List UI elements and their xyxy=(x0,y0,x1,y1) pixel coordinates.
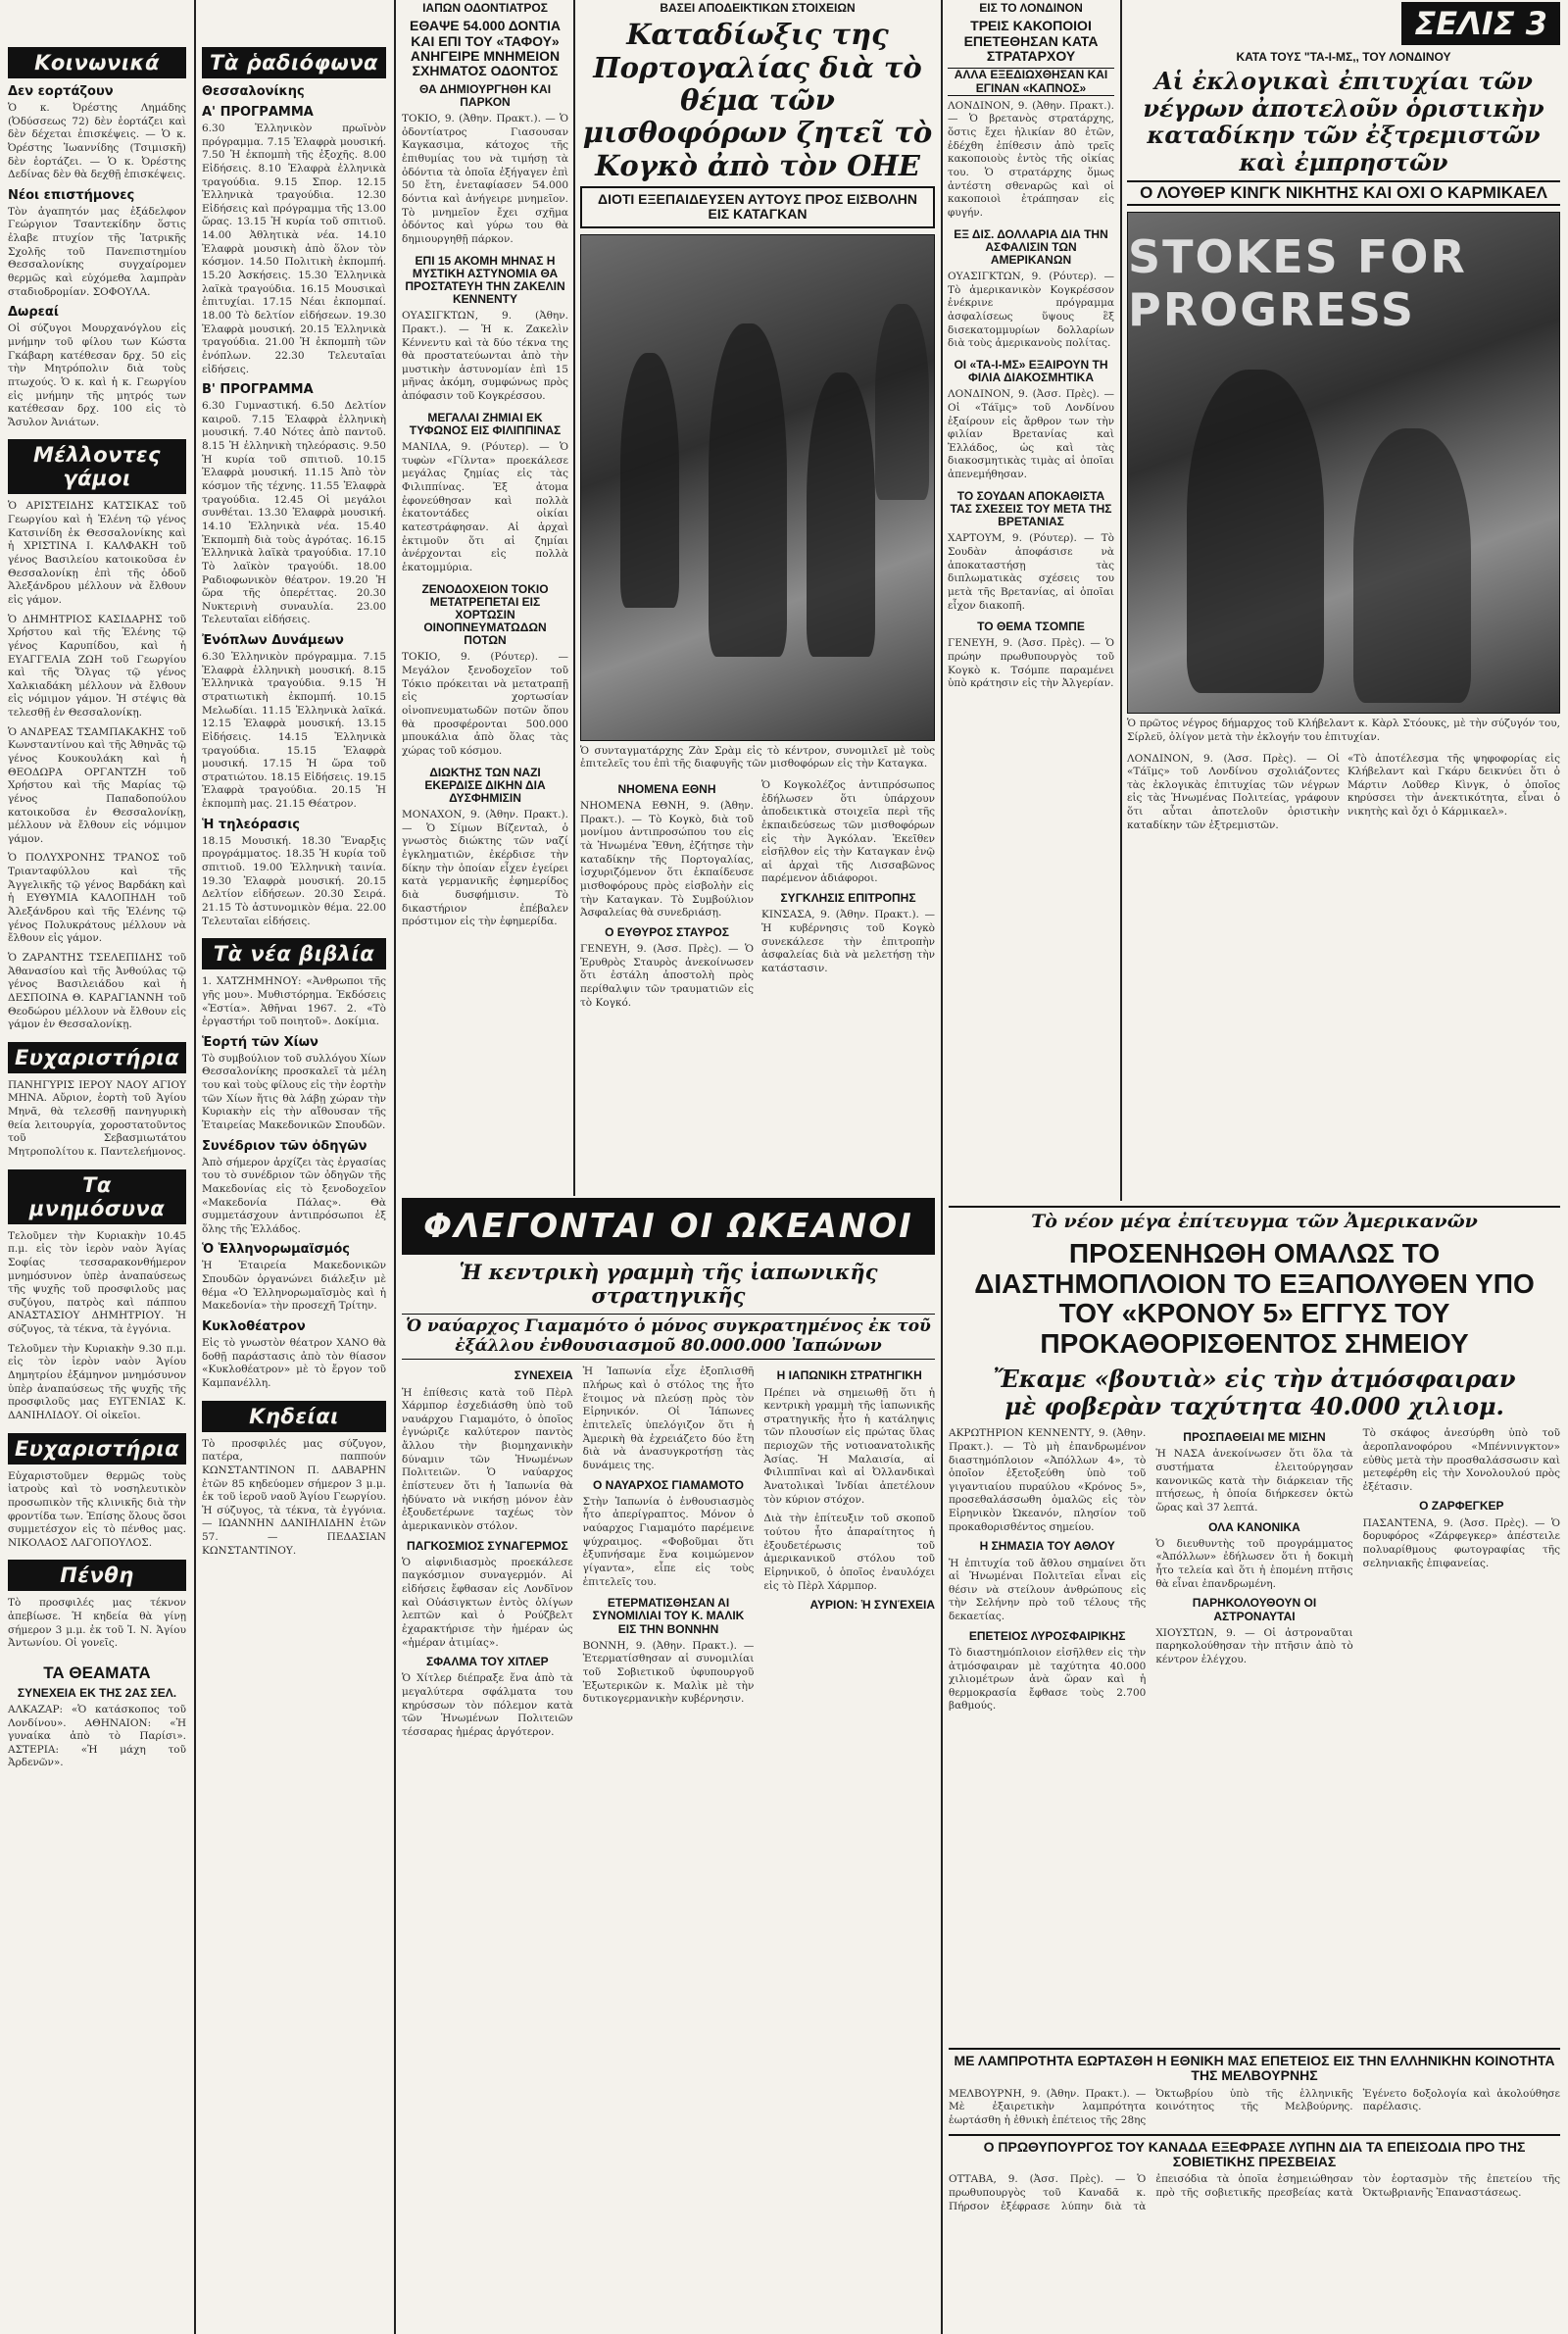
column-rule xyxy=(941,0,943,2334)
body-text: ΝΗΟΜΕΝΑ ΕΘΝΗ, 9. (Ἀθην. Πρακτ.). — Τὸ Κογκὸ, διὰ τοῦ μονίμου ἀντιπροσώπου του εἰς τὰ Ἡνωμένα Ἔθνη, ἐζήτησε τὴν καταδίκην τῆς Πορτογαλίας, ἰσχυριζόμενον ὅτι ἐκπαίδευσε μισθοφόρους πρὸς εἰσβολὴν εἰς τὴν Καταγκαν. Τὸ Συμβούλιον Ἀσφαλείας θὰ συνεδριάσῃ. xyxy=(580,800,754,919)
congo-article xyxy=(580,0,935,1016)
space-deck2: μὲ φοβερὰν ταχύτητα 40.000 χιλιομ. xyxy=(1004,1391,1504,1420)
body-text: Ὁ ΑΝΔΡΕΑΣ ΤΣΑΜΠΑΚΑΚΗΣ τοῦ Κωνσταντίνου καὶ τῆς Ἀθηνᾶς τῷ γένος Κουκουλάκη καὶ ἡ ΘΕΟΔΩΡΑ ΟΡΓΑΝΤΖΗ τοῦ Χρήστου καὶ τῆς Μαρίας τῷ γένος Παπαδοπούλου κατοικοῦσα ἐν Θεσσαλονίκῃ, μέλλουν νὰ ἔλθουν εἰς νόμιμον γάμον. xyxy=(8,725,186,845)
theamata-heading: ΤΑ ΘΕΑΜΑΤΑ xyxy=(43,1664,151,1683)
body-text: Ἀπὸ σήμερον ἀρχίζει τὰς ἐργασίας του τὸ συνέδριον τῶν ὁδηγῶν τῆς Μακεδονίας εἰς τὸ ξενοδοχεῖον «Μακεδονία Πάλας». Θὰ συμμετάσχουν ἀντιπρόσωποι ἐξ ὅλης τῆς Ἑλλάδος. xyxy=(202,1156,386,1235)
space-kicker: Τὸ νέον μέγα ἐπίτευγμα τῶν Ἀμερικανῶν xyxy=(949,1206,1560,1233)
body-text: Ὁ ΠΟΛΥΧΡΟΝΗΣ ΤΡΑΝΟΣ τοῦ Τριανταφύλλου καὶ τῆς Ἀγγελικῆς τῷ γένος Βαρδάκη καὶ ἡ ΕΥΘΥΜΙΑ ΚΑΛΟΠΗΔΗ τοῦ Ἀλεξάνδρου καὶ τῆς Ἑλένης τῷ γένος Πολυκράτους μέλλουν νὰ ἔλθουν εἰς γάμον. xyxy=(8,852,186,945)
body-text: ΛΟΝΔΙΝΟΝ, 9. (Ἀσσ. Πρὲς). — Οἱ «Τάϊμς» τοῦ Λονδίνου ἐξαίρουν εἰς ἄρθρον των τὴν φιλίαν Βρετανίας καὶ Ἑλλάδος, ὡς καὶ τὰς διακοσμητικὰς τιμὰς αἱ ὁποῖαι ἀπενεμήθησαν. xyxy=(948,388,1114,481)
oceans-banner: ΦΛΕΓΟΝΤΑΙ ΟΙ ΩΚΕΑΝΟΙ xyxy=(402,1198,935,1255)
congo-headline: Καταδίωξις της Πορτογαλίας διὰ τὸ θέμα τῶν μισθοφόρων ζητεῖ τὸ Κογκὸ ἀπὸ τὸν ΟΗΕ xyxy=(582,18,933,182)
congo-sub-a: ΝΗΟΜΕΝΑ ΕΘΝΗ xyxy=(617,781,716,796)
oceans-sub: Ὁ ναύαρχος Γιαμαμότο ὁ μόνος συγκρατημένος ἐκ τοῦ ἐξάλλου ἐνθουσιασμοῦ 80.000.000 Ἰαπώνων xyxy=(402,1314,935,1360)
body-text: Ἡ Ἑταιρεία Μακεδονικῶν Σπουδῶν ὀργανώνει διάλεξιν μὲ θέμα «Ὁ Ἑλληνορωμαϊσμὸς καὶ ἡ Μακεδονία» τὴν προσεχῆ Τρίτην. xyxy=(202,1260,386,1313)
body-text: Ἡ ἐπίθεσις κατὰ τοῦ Πὲρλ Χάρμπορ ἐσχεδιάσθη ὑπὸ τοῦ ναυάρχου Γιαμαμότο, ὁ ὁποῖος ἐγνώριζε καλύτερον παντὸς ἄλλου τὴν βιομηχανικὴν δύναμιν τῶν Ἡνωμένων Πολιτειῶν. Ὁ ναύαρχος ἐπίστευεν ὅτι ἡ Ἰαπωνία θὰ ἠδύνατο νὰ νικήσῃ μόνον ἐὰν ἐξουδετέρωνε ταχέως τὸν ἀμερικανικὸν στόλον. xyxy=(402,1386,573,1532)
radio-column xyxy=(202,0,386,1564)
body-text: ΜΑΝΙΛΑ, 9. (Ρόυτερ). — Ὁ τυφὼν «Γίλντα» προεκάλεσε μεγάλας ζημίας εἰς τὰς Φιλιππίνας. Ἐξ ἀτομα ἐφονεύθησαν καὶ πολλὰ ἑκατοντάδες οἰκίαι κατεστράφησαν. Αἱ ἀρχαὶ ἐκτιμοῦν ὅτι αἱ ζημίαι ἀνέρχονται εἰς πολλὰ ἑκατομμύρια. xyxy=(402,441,568,573)
body-text: ΑΚΡΩΤΗΡΙΟΝ ΚΕΝΝΕΝΤΥ, 9. (Ἀθην. Πρακτ.). — Τὸ μὴ ἐπανδρωμένον διαστημόπλοιον «Ἀπόλλων 4», τὸ ὁποῖον ἐξετοξεύθη ὑπὸ τοῦ γιγαντιαίου πυραύλου «Κρόνος 5», προσεθαλάσσωθη ὁμαλῶς εἰς τὸν Εἰρηνικὸν Ὠκεανόν, πλησίον τοῦ προκαθορισθέντος σημείου. xyxy=(949,1427,1147,1533)
space-sub1: Η ΣΗΜΑΣΙΑ ΤΟΥ ΑΘΛΟΥ xyxy=(979,1539,1115,1554)
oceans-col xyxy=(402,1366,573,1745)
body-text: Ὁ κ. Ὀρέστης Λημάδης (Ὀδύσσεως 72) δὲν ἑορτάζει καὶ δὲν δέχεται ἐπισκέψεις. — Ὁ κ. Ὀρέστης Ἰωαννίδης (Τσιμισκῆ) δὲν ἑορτάζει. — Ὁ κ. Ὀρέστης Δεδίνας δὲν θὰ δεχθῇ ἐπισκέψεις. xyxy=(8,102,186,181)
oceans-h-panic: ΠΑΓΚΟΣΜΙΟΣ ΣΥΝΑΓΕΡΜΟΣ xyxy=(406,1538,568,1553)
column-rule xyxy=(194,0,196,2334)
body-text: ΤΟΚΙΟ, 9. (Ρόυτερ). — Μεγάλον ξενοδοχεῖον τοῦ Τόκιο πρόκειται νὰ μετατραπῇ εἰς χορτωσίαν οἰνοπνευματωδῶν ποτῶν ὅπου θὰ προσφέρονται 500.000 μπουκάλια ἀπὸ ὅλας τὰς χώρας τοῦ κόσμου. xyxy=(402,651,568,757)
dentist-kicker: ΙΑΠΩΝ ΟΔΟΝΤΙΑΤΡΟΣ xyxy=(422,1,548,15)
melbourne-canada xyxy=(949,2044,1560,2219)
london-h2: ΕΞ ΔΙΣ. ΔΟΛΛΑΡΙΑ ΔΙΑ ΤΗΝ ΑΣΦΑΛΙΣΙΝ ΤΩΝ ΑΜΕΡΙΚΑΝΩΝ xyxy=(954,226,1108,267)
oceans-columns xyxy=(402,1366,935,1745)
space-col xyxy=(1155,1427,1352,1719)
doreai-head: Δωρεαί xyxy=(8,305,59,321)
space-sub2: ΕΠΕΤΕΙΟΣ ΛΥΡΟΣΦΑΙΡΙΚΗΣ xyxy=(968,1628,1126,1643)
oceans-tomorrow: ΑΥΡΙΟΝ: Ἡ ΣΥΝΈΧΕΙΑ xyxy=(809,1598,936,1613)
prog-b-head: Β' ΠΡΟΓΡΑΜΜΑ xyxy=(202,382,314,398)
body-text: ΟΤΤΑΒΑ, 9. (Ἀσσ. Πρὲς). — Ὁ πρωθυπουργὸς τοῦ Καναδᾶ κ. Πήρσον ἐξέφρασε λύπην διὰ τὰ ἐπεισόδια τὰ ὁποῖα ἐσημειώθησαν πρὸ τῆς σοβιετικῆς πρεσβείας κατὰ τὸν ἑορτασμὸν τῆς ἐπετείου τῆς Ὀκτωβριανῆς Ἐπαναστάσεως. xyxy=(949,2173,1560,2212)
dentist-column xyxy=(402,0,568,935)
body-text: 18.15 Μουσική. 18.30 Ἔναρξις προγράμματος. 18.35 Ἡ κυρία τοῦ σπιτιοῦ. 19.00 Ἑλληνικὴ ταινία. 19.30 Ἐλαφρὰ μουσική. 20.15 Δελτίον εἰδήσεων. 20.30 Σειρά. 21.15 Τὸ ἀστυνομικὸν θέμα. 22.00 Τελευταῖαι εἰδήσεις. xyxy=(202,834,386,927)
cleveland-kicker: ΚΑΤΑ ΤΟΥΣ "ΤΑ-Ι-ΜΣ,, ΤΟΥ ΛΟΝΔΙΝΟΥ xyxy=(1236,50,1451,64)
body-text: Τελοῦμεν τὴν Κυριακὴν 10.45 π.μ. εἰς τὸν ἱερὸν ναὸν Ἁγίας Σοφίας τεσσαρακονθήμερον μνημόσυνον ὑπὲρ ἀναπαύσεως τῆς ψυχῆς τοῦ προσφιλοῦς μας συζύγου, πατρὸς καὶ πάππου ΑΝΑΣΤΑΣΙΟΥ ΔΗΜΗΤΡΙΟΥ. Ἡ σύζυγος, τὰ τέκνα, τὰ ἐγγόνια. xyxy=(8,1229,186,1336)
body-text: Ἡ ἐπιτυχία τοῦ ἄθλου σημαίνει ὅτι αἱ Ἡνωμέναι Πολιτεῖαι εἶναι εἰς θέσιν νὰ στείλουν ἀνθρώπους εἰς τὴν Σελήνην πρὸ τοῦ τέλους τῆς δεκαετίας. xyxy=(949,1557,1147,1623)
london-sub: ΑΛΛΑ ΕΞΕΔΙΩΧΘΗΣΑΝ ΚΑΙ ΕΓΙΝΑΝ «ΚΑΠΝΟΣ» xyxy=(948,68,1114,95)
social-column xyxy=(8,0,186,1776)
eyxaristiria-banner: Ευχαριστήρια xyxy=(8,1042,186,1073)
dentist-h2: ΕΠΙ 15 ΑΚΟΜΗ ΜΗΝΑΣ Η ΜΥΣΤΙΚΗ ΑΣΤΥΝΟΜΙΑ ΘΑ ΠΡΟΣΤΑΤΕΥΗ ΤΗΝ ΖΑΚΕΛΙΝ ΚΕΝΝΕΝΤΥ xyxy=(405,253,565,307)
radio-subhead: Θεσσαλονίκης xyxy=(202,84,305,99)
elliniki-head: Ὁ Ἑλληνορωμαϊσμός xyxy=(202,1242,350,1258)
koinonika-subhead: Δεν εορτάζουν xyxy=(8,84,114,99)
body-text: ΟΥΑΣΙΓΚΤΩΝ, 9. (Ρόυτερ). — Τὸ ἀμερικανικὸν Κογκρέσσον ἐνέκρινε πρόγραμμα ἀσφαλίσεως ὕψους ἓξ δισεκατομμυρίων δολλαρίων διὰ τοὺς ἀμερικανοὺς πολίτας. xyxy=(948,271,1114,350)
penthi-banner: Πένθη xyxy=(8,1560,186,1591)
dentist-h3: ΜΕΓΑΛΑΙ ΖΗΜΙΑΙ ΕΚ ΤΥΦΩΝΟΣ ΕΙΣ ΦΙΛΙΠΠΙΝΑΣ xyxy=(409,410,562,437)
prog-a-head: Α' ΠΡΟΓΡΑΜΜΑ xyxy=(202,105,314,120)
neoi-epistimones-head: Νέοι επιστήμονες xyxy=(8,187,135,203)
congo-kicker: ΒΑΣΕΙ ΑΠΟΔΕΙΚΤΙΚΩΝ ΣΤΟΙΧΕΙΩΝ xyxy=(660,1,856,15)
space-headline: ΠΡΟΣΕΝΗΩΘΗ ΟΜΑΛΩΣ ΤΟ ΔΙΑΣΤΗΜΟΠΛΟΙΟΝ ΤΟ ΕΞΑΠΟΛΥΘΕΝ ΥΠΟ ΤΟΥ «ΚΡΟΝΟΥ 5» ΕΓΓΥΣ ΤΟΥ ΠΡΟΚΑΘΟΡΙΣΘΕΝΤΟΣ ΣΗΜΕΙΟΥ xyxy=(974,1237,1535,1360)
body-text: ΟΥΑΣΙΓΚΤΩΝ, 9. (Ἀθην. Πρακτ.). — Ἡ κ. Ζακελὶν Κέννεντυ καὶ τὰ δύο τέκνα της θὰ προστατεύωνται ἀπὸ τὴν μυστικὴν ἀστυνομίαν ἐπὶ 15 μῆνας ἀκόμη, συμφώνως πρὸς ἀπόφασιν τοῦ Κογκρέσσου. xyxy=(402,310,568,403)
space-col xyxy=(1363,1427,1560,1719)
london-column xyxy=(948,0,1114,697)
cleveland-caption: Ὁ πρῶτος νέγρος δήμαρχος τοῦ Κλήβελαντ κ. Κὰρλ Στόουκς, μὲ τὴν σύζυγόν του, Σίρλεϋ, ὀλίγον μετὰ τὴν ἐκλογήν του ἐπιτυχίαν. xyxy=(1127,718,1560,743)
campaign-sign: STOKES FOR PROGRESS xyxy=(1128,230,1467,337)
oceans-continue: ΣΥΝΕΧΕΙΑ xyxy=(514,1368,573,1383)
london-headline: ΤΡΕΙΣ ΚΑΚΟΠΟΙΟΙ ΕΠΕΤΕΘΗΣΑΝ ΚΑΤΑ ΣΤΡΑΤΑΡΧΟΥ xyxy=(963,18,1099,64)
space-article xyxy=(949,1206,1560,1719)
oceans-col xyxy=(763,1366,935,1745)
congo-sub-c: ΣΥΓΚΛΗΣΙΣ ΕΠΙΤΡΟΠΗΣ xyxy=(780,891,916,906)
dentist-headline: ΕΘΑΨΕ 54.000 ΔΟΝΤΙΑ ΚΑΙ ΕΠΙ ΤΟΥ «ΤΑΦΟΥ» ΑΝΗΓΕΙΡΕ ΜΝΗΜΕΙΟΝ ΣΧΗΜΑΤΟΣ ΟΔΟΝΤΟΣ xyxy=(410,18,561,79)
body-text: ΜΕΛΒΟΥΡΝΗ, 9. (Ἀθην. Πρακτ.). — Μὲ ἐξαιρετικὴν λαμπρότητα ἑωρτάσθη ἡ ἐθνικὴ ἐπέτειος τῆς 28ης Ὀκτωβρίου ὑπὸ τῆς ἑλληνικῆς κοινότητος τῆς Μελβούρνης. Ἐγένετο δοξολογία καὶ ἀκολούθησε παρέλασις. xyxy=(949,2087,1560,2127)
congo-caption: Ὁ συνταγματάρχης Ζὰν Σρὰμ εἰς τὸ κέντρον, συνομιλεῖ μὲ τοὺς ἐπιτελεῖς του ἐπὶ τῆς διαφυγῆς τῶν μισθοφόρων εἰς τὴν Καταγκα. xyxy=(580,744,935,770)
body-text: «Τὸ ἀποτέλεσμα τῆς ψηφοφορίας εἰς Κλήβελαντ καὶ Γκάρυ δεικνύει ὅτι ὁ Μάρτιν Λοῦθερ Κὶνγκ, ὁ ὁποῖος κηρύσσει τὴν ἀνεκτικότητα, εἶναι ὁ νικητὴς καὶ ὄχι ὁ Κάρμικαελ». xyxy=(1348,752,1560,819)
body-text: ΠΑΣΑΝΤΕΝΑ, 9. (Ἀσσ. Πρὲς). — Ὁ δορυφόρος «Ζάρφεγκερ» ἀπέστειλε πολυαρίθμους φωτογραφίας τῆς σεληνιακῆς ἐπιφανείας. xyxy=(1362,1516,1560,1569)
body-text: Τὸ διαστημόπλοιον εἰσῆλθεν εἰς τὴν ἀτμόσφαιραν μὲ ταχύτητα 40.000 χιλιομέτρων ἀνὰ ὥραν καὶ ἡ θερμοκρασία ἔφθασε τοὺς 2.700 βαθμούς. xyxy=(949,1646,1147,1713)
melbourne-headline: ΜΕ ΛΑΜΠΡΟΤΗΤΑ ΕΩΡΤΑΣΘΗ Η ΕΘΝΙΚΗ ΜΑΣ ΕΠΕΤΕΙΟΣ ΕΙΣ ΤΗΝ ΕΛΛΗΝΙΚΗΝ ΚΟΙΝΟΤΗΤΑ ΤΗΣ ΜΕΛΒΟΥΡΝΗΣ xyxy=(949,2048,1560,2084)
body-text: Οἱ σύζυγοι Μουρχανόγλου εἰς μνήμην τοῦ φίλου των Κώστα Γκάβαρη κατέθεσαν δρχ. 50 εἰς τὴν Μητρόπολιν διὰ τοὺς πτωχούς. Ὁ κ. καὶ ἡ κ. Γεωργίου εἰς μνήμην τῆς μητρός των κατέθεσαν δρχ. 100 εἰς τὸ Ἄσυλον Ἀνιάτων. xyxy=(8,323,186,428)
body-text: 6.30 Γυμναστική. 6.50 Δελτίον καιροῦ. 7.15 Ἐλαφρὰ ἑλληνικὴ μουσική. 7.40 Νότες ἀπὸ παντοῦ. 8.15 Ἡ ἑλληνικὴ τηλεόρασις. 9.50 Ἡ κυρία τοῦ σπιτιοῦ. 10.15 Ἐλαφρὰ μουσική. 11.15 Ἀπὸ τὸν κόσμον τῆς τέχνης. 11.55 Ἐλαφρὰ τραγούδια. 12.45 Οἱ μεγάλοι συνθέται. 13.30 Ἐλαφρὰ μουσική. 14.10 Ἑλληνικὰ νέα. 15.40 Ἐκπομπὴ διὰ τοὺς ἀγρότας. 16.15 Ἑλληνικὰ λαϊκὰ τραγούδια. 17.10 Τὸ λαϊκὸν τραγούδι. 18.00 Ραδιοφωνικὸν θέατρον. 19.20 Ἡ ὥρα τῆς ὀπερέττας. 20.30 Νυκτερινὴ συναυλία. 23.00 Τελευταῖαι εἰδήσεις. xyxy=(202,400,386,626)
body-text: ΤΟΚΙΟ, 9. (Ἀθην. Πρακτ.). — Ὁ ὀδοντίατρος Γιασουσαν Καγκασιμα, κάτοχος τῆς ἐπιθυμίας του νὰ τιμήσῃ τὰ ὀδόντια τὰ ὁποῖα ἐξήγαγεν ἐπὶ 50 ἔτη, ἐνεταφίασεν 54.000 δόντια καὶ ἀνήγειρε μνημεῖον. Τὸ μνημεῖον ἔχει σχῆμα ὀδόντος καὶ γύρω του θὰ δημιουργηθῇ πάρκον. xyxy=(402,113,568,245)
body-text: 1. ΧΑΤΖΗΜΗΝΟΥ: «Ἀνθρωποι τῆς γῆς μου». Μυθιστόρημα. Ἐκδόσεις «Ἑστία». Ἀθῆναι 1967. 2. «Τὸ ἐργαστήρι τοῦ ποιητοῦ». Δοκίμια. xyxy=(202,975,386,1028)
body-text: Ὁ ΑΡΙΣΤΕΙΔΗΣ ΚΑΤΣΙΚΑΣ τοῦ Γεωργίου καὶ ἡ Ἑλένη τῷ γένος Κατσινίδη ἐκ Θεσσαλονίκης καὶ ἡ ΧΡΙΣΤΙΝΑ Ι. ΚΑΛΦΑΚΗ τοῦ γένος Βασιλείου κατοικοῦσα ἐν Θεσσαλονίκῃ ἐπὶ τῆς ὁδοῦ Ἀλεξάνδρου μέλλουν νὰ ἔλθουν εἰς γάμον. xyxy=(8,500,186,606)
london-h5: ΤΟ ΘΕΜΑ ΤΣΟΜΠΕ xyxy=(977,620,1085,634)
congo-photo xyxy=(580,234,935,741)
dentist-h5: ΔΙΩΚΤΗΣ ΤΩΝ ΝΑΖΙ ΕΚΕΡΔΙΣΕ ΔΙΚΗΝ ΔΙΑ ΔΥΣΦΗΜΙΣΙΝ xyxy=(424,765,546,805)
body-text: Στὴν Ἰαπωνία ὁ ἐνθουσιασμὸς ἦτο ἀπερίγραπτος. Μόνον ὁ ναύαρχος Γιαμαμότο παρέμεινε ψύχραιμος. «Φοβοῦμαι ὅτι ἐξυπνήσαμε ἕνα κοιμώμενον γίγαντα», εἶπε εἰς τοὺς ἐπιτελεῖς του. xyxy=(582,1495,755,1588)
body-text: Τὸ συμβούλιον τοῦ συλλόγου Χίων Θεσσαλονίκης προσκαλεῖ τὰ μέλη του καὶ τοὺς φίλους εἰς τὴν ἑορτὴν τῶν Χίων ἥτις θὰ λάβῃ χώραν τὴν Κυριακὴν εἰς τὴν αἴθουσαν τῆς Ἑταιρείας Μακεδονικῶν Σπουδῶν. xyxy=(202,1052,386,1131)
body-text: Εὐχαριστοῦμεν θερμῶς τοὺς ἰατροὺς καὶ τὸ νοσηλευτικὸν προσωπικὸν τῆς κλινικῆς διὰ τὴν φροντίδα των. Ἐπίσης ὅλους ὅσοι συμμετέσχον εἰς τὸ πένθος μας. ΝΙΚΟΛΑΟΣ ΛΑΓΟΠΟΥΛΟΣ. xyxy=(8,1469,186,1549)
dentist-sub: ΘΑ ΔΗΜΙΟΥΡΓΗΘΗ ΚΑΙ ΠΑΡΚΟΝ xyxy=(418,81,552,109)
body-text: ΛΟΝΔΙΝΟΝ, 9. (Ἀθην. Πρακτ.). — Ὁ βρετανὸς στρατάρχης, ὅστις ἔχει ἡλικίαν 80 ἐτῶν, ἐδέχθη ἐπίθεσιν ἀπὸ τρεῖς κακοποιοὺς ἐντὸς τῆς οἰκίας του. Ὁ στρατάρχης ὅμως ἀντέστη σθεναρῶς καὶ οἱ κακοποιοὶ ἐτράπησαν εἰς φυγήν. xyxy=(948,99,1114,219)
body-text: Ὁ Κογκολέζος ἀντιπρόσωπος ἐδήλωσεν ὅτι ὑπάρχουν ἀποδεικτικὰ στοιχεῖα περὶ τῆς ἐκπαιδεύσεως τῶν μισθοφόρων εἰς τὴν Ἀγκόλαν. Ἐκεῖθεν εἰσῆλθον εἰς τὴν Καταγκαν ἐνῷ αἱ ἀρχαὶ τῆς Λισσαβῶνος παρέμενον ἀδιάφοροι. xyxy=(761,778,935,885)
cleveland-deck: Ο ΛΟΥΘΕΡ ΚΙΝΓΚ ΝΙΚΗΤΗΣ ΚΑΙ ΟΧΙ Ο ΚΑΡΜΙΚΑΕΛ xyxy=(1127,180,1560,207)
body-text: Ὁ ΔΗΜΗΤΡΙΟΣ ΚΑΣΙΔΑΡΗΣ τοῦ Χρήστου καὶ τῆς Ἑλένης τῷ γένος Καρυπίδου, καὶ ἡ ΕΥΑΓΓΕΛΙΑ ΖΩΗ τοῦ Γεωργίου καὶ τῆς Ὄλγας τῷ γένος Χαλκιαδάκη μέλλουν νὰ ἔλθουν εἰς νόμιμον γάμον. Ἡ στέψις θὰ τελεσθῇ ἐν Θεσσαλονίκῃ. xyxy=(8,613,186,720)
body-text: Ὁ διευθυντὴς τοῦ προγράμματος «Ἀπόλλων» ἐδήλωσεν ὅτι ἡ δοκιμὴ ἦτο τελεία καὶ ὅτι ἡ ἑπομένη πτῆσις θὰ εἶναι ἐπανδρωμένη. xyxy=(1155,1537,1353,1590)
theamata-subhead: ΣΥΝΕΧΕΙΑ ΕΚ ΤΗΣ 2ΑΣ ΣΕΛ. xyxy=(17,1685,177,1700)
column-rule xyxy=(1120,0,1122,1201)
column-rule xyxy=(394,0,396,2334)
oceans-h-bonn: ΕΤΕΡΜΑΤΙΣΘΗΣΑΝ ΑΙ ΣΥΝΟΜΙΛΙΑΙ ΤΟΥ Κ. ΜΑΛΙΚ ΕΙΣ ΤΗΝ ΒΟΝΝΗΝ xyxy=(592,1596,745,1636)
space-sub3: ΠΡΟΣΠΑΘΕΙΑΙ ΜΕ ΜΙΣΗΝ xyxy=(1183,1430,1326,1445)
space-col xyxy=(949,1427,1146,1719)
congo-deck: ΔΙΟΤΙ ΕΞΕΠΑΙΔΕΥΣΕΝ ΑΥΤΟΥΣ ΠΡΟΣ ΕΙΣΒΟΛΗΝ ΕΙΣ ΚΑΤΑΓΚΑΝ xyxy=(580,186,935,228)
congo-col xyxy=(761,779,935,1016)
congo-columns xyxy=(580,779,935,1016)
page-number-wrap xyxy=(1127,2,1560,45)
body-text: ΚΙΝΣΑΣΑ, 9. (Ἀθην. Πρακτ.). — Ἡ κυβέρνησις τοῦ Κογκὸ συνεκάλεσε τὴν ἐπιτροπὴν ἀσφαλείας διὰ νὰ μελετήσῃ τὴν κατάστασιν. xyxy=(761,909,935,974)
mnimosyna-banner: Τα μνημόσυνα xyxy=(8,1169,186,1224)
kideies-banner: Κηδείαι xyxy=(202,1401,386,1432)
oceans-col xyxy=(583,1366,755,1745)
body-text: Ὁ αἰφνιδιασμὸς προεκάλεσε παγκόσμιον συναγερμόν. Αἱ εἰδήσεις ἔφθασαν εἰς Λονδῖνον καὶ Οὐάσιγκτων ἐντὸς ὀλίγων λεπτῶν καὶ ὁ Ρούζβελτ ἐχαρακτήρισε τὴν ἡμέραν ὡς «ἡμέραν ἀτιμίας». xyxy=(402,1556,573,1649)
body-text: 6.30 Ἑλληνικὸν πρόγραμμα. 7.15 Ἐλαφρὰ ἑλληνικὴ μουσική. 8.15 Ἐλληνικὰ τραγούδια. 9.15 Ἡ στρατιωτικὴ ἐκπομπή. 10.15 Μελωδίαι. 11.15 Ἑλληνικὰ λαϊκά. 12.15 Ἐλαφρὰ μουσική. 13.15 Εἰδήσεις. 14.15 Ἑλληνικὰ τραγούδια. 15.15 Ἐλαφρὰ μουσική. 17.15 Ἡ ὥρα τοῦ στρατιώτου. 18.15 Εἰδήσεις. 19.15 Ἐλαφρὰ τραγούδια. 20.15 Ἡ ἐκπομπὴ μας. 21.15 Θέατρον. xyxy=(202,651,386,811)
cleveland-photo xyxy=(1127,212,1560,714)
enoplon-head: Ἐνόπλων Δυνάμεων xyxy=(202,633,344,649)
congo-col xyxy=(580,779,754,1016)
body-text: Διὰ τὴν ἐπίτευξιν τοῦ σκοποῦ τούτου ἦτο ἀπαραίτητος ἡ ἐξουδετέρωσις τοῦ ἀμερικανικοῦ στόλου τοῦ Εἰρηνικοῦ, ὁ ὁποῖος ἐναυλόχει εἰς τὸ Πὲρλ Χάρμπορ. xyxy=(763,1513,936,1592)
space-sub6: Ο ΖΑΡΦΕΓΚΕΡ xyxy=(1419,1499,1504,1514)
body-text: ΠΑΝΗΓΥΡΙΣ ΙΕΡΟΥ ΝΑΟΥ ΑΓΙΟΥ ΜΗΝΑ. Αὔριον, ἑορτὴ τοῦ Ἁγίου Μηνᾶ, θὰ τελεσθῇ πανηγυρικὴ θεία λειτουργία, χοροστατοῦντος τοῦ Σεβασμιωτάτου Μητροπολίτου κ. Παντελεήμονος. xyxy=(8,1078,186,1158)
eorti-head: Ἑορτή τῶν Χίων xyxy=(202,1034,318,1050)
body-text: Τὸ προσφιλές μας σύζυγον, πατέρα, παππούν ΚΩΝΣΤΑΝΤΙΝΟΝ Π. ΔΑΒΑΡΗΝ ἐτῶν 85 κηδεύομεν σήμερον 3 μ.μ. ἐκ τοῦ ἱεροῦ ναοῦ Ἁγίου Γεωργίου. Ἡ σύζυγος, τὰ τέκνα, τὰ ἐγγόνια. — ΙΩΑΝΝΗΝ ΔΑΝΙΗΛΙΔΗΝ ἐτῶν 57. — ΠΕΔΑΣΙΑΝ ΚΩΝΣΤΑΝΤΙΝΟΥ. xyxy=(202,1437,386,1557)
body-text: Ἡ Ἰαπωνία εἶχε ἐξοπλισθῆ πλήρως καὶ ὁ στόλος της ἦτο ἕτοιμος νὰ πλεύσῃ πρὸς τὸν Εἰρηνικόν. Οἱ Ἰάπωνες ἐπιτελεῖς ὑπελόγιζον ὅτι ἡ Ἀμερικὴ θὰ ἐχρειάζετο δύο ἔτη διὰ νὰ ἀνασυγκροτήσῃ τὰς δυνάμεις της. xyxy=(582,1366,755,1471)
page-number: ΣΕΛΙΣ 3 xyxy=(1401,2,1560,45)
body-text: ΒΟΝΝΗ, 9. (Ἀθην. Πρακτ.). — Ἐτερματίσθησαν αἱ συνομιλίαι τοῦ Σοβιετικοῦ ὑφυπουργοῦ Ἐξωτερικῶν κ. Μαλὶκ μὲ τὴν δυτικογερμανικὴν κυβέρνησιν. xyxy=(582,1639,755,1706)
body-text: ΜΟΝΑΧΟΝ, 9. (Ἀθην. Πρακτ.). — Ὁ Σίμων Βίζενταλ, ὁ γνωστὸς διώκτης τῶν ναζί ἐγκληματιῶν, ἐκέρδισε τὴν δίκην τὴν ὁποίαν εἶχεν ἐγείρει κατὰ γερμανικῆς ἐφημερίδος διὰ δυσφήμισιν. Τὸ δικαστήριον ἐπέβαλεν πρόστιμον εἰς τὴν ἐφημερίδα. xyxy=(402,809,568,928)
mellontes-gamoi-banner: Μέλλοντες γάμοι xyxy=(8,439,186,494)
body-text: Ὁ ΖΑΡΑΝΤΗΣ ΤΣΕΛΕΠΙΔΗΣ τοῦ Ἀθανασίου καὶ τῆς Ἀνθούλας τῷ γένος Βασιλειάδου καὶ ἡ ΔΕΣΠΟΙΝΑ Θ. ΚΑΡΑΓΙΑΝΝΗ τοῦ Θεοδώρου μέλλουν νὰ ἔλθουν εἰς γάμον ἐν Θεσσαλονίκῃ. xyxy=(8,951,186,1031)
oceans-h-admiral: Ο ΝΑΥΑΡΧΟΣ ΓΙΑΜΑΜΟΤΟ xyxy=(592,1477,745,1492)
body-text: ΛΟΝΔΙΝΟΝ, 9. (Ἀσσ. Πρὲς). — Οἱ «Τάϊμς» τοῦ Λονδίνου σχολιάζοντες τὰς ἐκλογικὰς ἐπιτυχίας τῶν νέγρων εἰς τὰς Ἡνωμένας Πολιτείας, γράφουν ὅτι αὗται ἀποτελοῦν ὁριστικὴν καταδίκην τῶν ἐξτρεμιστῶν. xyxy=(1127,752,1340,831)
body-text: ΧΙΟΥΣΤΩΝ, 9. — Οἱ ἀστροναῦται παρηκολούθησαν τὴν πτῆσιν ἀπὸ τὸ κέντρον ἐλέγχου. xyxy=(1155,1626,1353,1666)
london-h3: ΟΙ «ΤΑ-Ι-ΜΣ» ΕΞΑΙΡΟΥΝ ΤΗ ΦΙΛΙΑ ΔΙΑΚΟΣΜΗΤΙΚΑ xyxy=(954,357,1108,385)
canada-headline: Ο ΠΡΩΘΥΠΟΥΡΓΟΣ ΤΟΥ ΚΑΝΑΔΑ ΕΞΕΦΡΑΣΕ ΛΥΠΗΝ ΔΙΑ ΤΑ ΕΠΕΙΣΟΔΙΑ ΠΡΟ ΤΗΣ ΣΟΒΙΕΤΙΚΗΣ ΠΡΕΣΒΕΙΑΣ xyxy=(949,2134,1560,2170)
space-columns xyxy=(949,1427,1560,1719)
london-kicker: ΕΙΣ ΤΟ ΛΟΝΔΙΝΟΝ xyxy=(979,1,1083,15)
body-text: ΧΑΡΤΟΥΜ, 9. (Ρόυτερ). — Τὸ Σουδὰν ἀποφάσισε νὰ ἀποκαταστήσῃ τὰς διπλωματικὰς σχέσεις του μετὰ τῆς Βρετανίας, αἱ ὁποῖαι εἶχον διακοπῆ. xyxy=(948,532,1114,612)
eyxaristiria2-banner: Ευχαριστήρια xyxy=(8,1433,186,1465)
space-deck1: Ἔκαμε «βουτιὰ» εἰς τὴν ἀτμόσφαιραν xyxy=(993,1365,1516,1394)
body-text: ΑΛΚΑΖΑΡ: «Ὁ κατάσκοπος τοῦ Λονδίνου». ΑΘΗΝΑΙΟΝ: «Ἡ γυναίκα ἀπὸ τὸ Παρίσι». ΑΣΤΕΡΙΑ: «Ἡ μάχη τοῦ Ἀρδενῶν». xyxy=(8,1703,186,1769)
column-rule xyxy=(573,0,575,1196)
body-text: Πρέπει νὰ σημειωθῇ ὅτι ἡ κεντρικὴ γραμμὴ τῆς ἰαπωνικῆς στρατηγικῆς ἦτο ἡ κατάληψις τῶν πλουσίων εἰς πρώτας ὕλας περιοχῶν τῆς νοτιοανατολικῆς Ἀσίας. Ἡ Μαλαισία, αἱ Φιλιππῖναι καὶ αἱ Ὀλλανδικαὶ Ἀνατολικαὶ Ἰνδίαι ἀπετέλουν τὸν κύριον στόχον. xyxy=(763,1386,936,1506)
space-sub5: ΠΑΡΗΚΟΛΟΥΘΟΥΝ ΟΙ ΑΣΤΡΟΝΑΥΤΑΙ xyxy=(1192,1596,1317,1623)
kykloi-head: Κυκλοθέατρον xyxy=(202,1319,306,1335)
dentist-h4: ΖΕΝΟΔΟΧΕΙΟΝ ΤΟΚΙΟ ΜΕΤΑΤΡΕΠΕΤΑΙ ΕΙΣ ΧΟΡΤΩΣΙΝ ΟΙΝΟΠΝΕΥΜΑΤΩΔΩΝ ΠΟΤΩΝ xyxy=(421,581,549,648)
nea-vivlia-banner: Τὰ νέα βιβλία xyxy=(202,938,386,969)
congo-sub-b: Ο ΕΥΘΥΡΟΣ ΣΤΑΥΡΟΣ xyxy=(605,924,729,939)
tileorasi-head: Ἡ τηλεόρασις xyxy=(202,817,300,832)
london-h4: ΤΟ ΣΟΥΔΑΝ ΑΠΟΚΑΘΙΣΤΑ ΤΑΣ ΣΧΕΣΕΙΣ ΤΟΥ ΜΕΤΑ ΤΗΣ ΒΡΕΤΑΝΙΑΣ xyxy=(950,488,1112,529)
radio-banner: Τὰ ῥαδιόφωνα xyxy=(202,47,386,78)
space-sub4: ΟΛΑ ΚΑΝΟΝΙΚΑ xyxy=(1208,1519,1300,1534)
koinonika-banner: Κοινωνικά xyxy=(8,47,186,78)
body-text: 6.30 Ἑλληνικὸν πρωϊνὸν πρόγραμμα. 7.15 Ἐλαφρὰ μουσική. 7.50 Ἡ ἐκπομπὴ τῆς ἐξοχῆς. 8.00 Εἰδήσεις. 8.10 Ἐλαφρὰ ἑλληνικὰ τραγούδια. 9.15 Σπορ. 12.15 Ἑλληνικὰ τραγούδια. 12.30 Εἰδήσεις καὶ πρόγραμμα τῆς 13.00 ὥρας. 13.15 Ἡ κυρία τοῦ σπιτιοῦ. 14.00 Ἀθλητικὰ νέα. 14.10 Ἐλαφρὰ μουσικὴ ἀπὸ ὅλον τὸν κόσμον. 14.50 Πολιτικὴ ἐκπομπή. 15.20 Ἀσκήσεις. 15.30 Ἑλληνικὰ λαϊκὰ τραγούδια. 16.15 Μουσικαὶ ἐπιτυχίαι. 17.15 Νέαι ἐκπομπαί. 18.00 Τὸ δελτίον εἰδήσεων. 19.30 Ἐλαφρὰ μουσική. 20.15 Ἐλληνικὰ τραγούδια. 21.00 Ἡ ἐκπομπὴ τῶν ἐνόπλων. 22.30 Τελευταῖαι εἰδήσεις. xyxy=(202,123,386,375)
oceans-h-strategy: Η ΙΑΠΩΝΙΚΗ ΣΤΡΑΤΗΓΙΚΗ xyxy=(776,1368,922,1383)
cleveland-headline: Αἱ ἐκλογικαὶ ἐπιτυχίαι τῶν νέγρων ἀποτελοῦν ὁριστικὴν καταδίκην τῶν ἐξτρεμιστῶν καὶ ἐμπρηστῶν xyxy=(1143,67,1544,176)
body-text: Τελοῦμεν τὴν Κυριακὴν 9.30 π.μ. εἰς τὸν ἱερὸν ναὸν Ἁγίου Δημητρίου ἐξάμηνον μνημόσυνον ὑπὲρ ἀναπαύσεως τῆς ψυχῆς τῆς προσφιλοῦς μας ΕΥΓΕΝΙΑΣ Κ. ΔΑΝΙΗΛΙΔΟΥ. Οἱ οἰκεῖοι. xyxy=(8,1342,186,1421)
cleveland-article xyxy=(1127,0,1560,838)
body-text: Τὸν ἀγαπητόν μας ἐξάδελφον Γεώργιον Τσαντεκίδην ὅστις ἐλαβε πτυχίον τῆς Ἰατρικῆς Σχολῆς τοῦ Πανεπιστημίου Θεσσαλονίκης συγχαίρομεν θερμῶς καὶ εὐχόμεθα λαμπρὰν σταδιοδρομίαν. ΣΟΦΟΥΛΑ. xyxy=(8,205,186,298)
body-text: ΓΕΝΕΥΗ, 9. (Ἀσσ. Πρὲς). — Ὁ Ἐρυθρὸς Σταυρὸς ἀνεκοίνωσεν ὅτι ἐστάλη ἀποστολὴ πρὸς περίθαλψιν τῶν τραυματιῶν εἰς τὸ Κογκό. xyxy=(580,943,754,1009)
syndeseis-head: Συνέδριον τῶν ὀδηγῶν xyxy=(202,1138,368,1154)
body-text: Τὸ σκάφος ἀνεσύρθη ὑπὸ τοῦ ἀεροπλανοφόρου «Μπέννινγκτον» εὐθὺς μετὰ τὴν προσθαλάσσωσιν καὶ μετεφέρθη εἰς τὴν Χονολουλού πρὸς ἐξέτασιν. xyxy=(1362,1427,1560,1493)
body-text: Ἡ ΝΑΣΑ ἀνεκοίνωσεν ὅτι ὅλα τὰ συστήματα ἐλειτούργησαν κανονικῶς κατὰ τὴν διάρκειαν τῆς πτήσεως, ἡ ὁποία διήρκεσεν ὀκτὼ ὥρας καὶ 37 λεπτά. xyxy=(1155,1448,1353,1514)
body-text: Εἰς τὸ γνωστὸν θέατρον ΧΑΝΟ θὰ δοθῇ παράστασις ἀπὸ τὸν θίασον «Κυκλοθέατρον» μὲ τὸ ἔργον τοῦ Καμπανέλλη. xyxy=(202,1337,386,1389)
body-text: ΓΕΝΕΥΗ, 9. (Ἀσσ. Πρὲς). — Ὁ πρώην πρωθυπουργὸς τοῦ Κογκὸ κ. Τσόμπε παραμένει ὑπὸ κράτησιν εἰς τὴν Ἀλγερίαν. xyxy=(948,637,1114,690)
oceans-deck: Ἡ κεντρικὴ γραμμὴ τῆς ἰαπωνικῆς στρατηγικῆς xyxy=(459,1260,878,1309)
oceans-article xyxy=(402,1198,935,1746)
oceans-h-hitler: ΣΦΑΛΜΑ ΤΟΥ ΧΙΤΛΕΡ xyxy=(426,1655,549,1669)
body-text: Τὸ προσφιλές μας τέκνον ἀπεβίωσε. Ἡ κηδεία θὰ γίνῃ σήμερον 3 μ.μ. ἐκ τοῦ Ἱ. Ν. Ἁγίου Ἀντωνίου. Οἱ γονεῖς. xyxy=(8,1597,186,1650)
cleveland-body xyxy=(1127,753,1560,839)
body-text: Ὁ Χίτλερ διέπραξε ἕνα ἀπὸ τὰ μεγαλύτερα σφάλματα του κηρύσσων τὸν πόλεμον κατὰ τῶν Ἡνωμένων Πολιτειῶν τέσσαρας ἡμέρας ἀργότερον. xyxy=(402,1672,573,1739)
